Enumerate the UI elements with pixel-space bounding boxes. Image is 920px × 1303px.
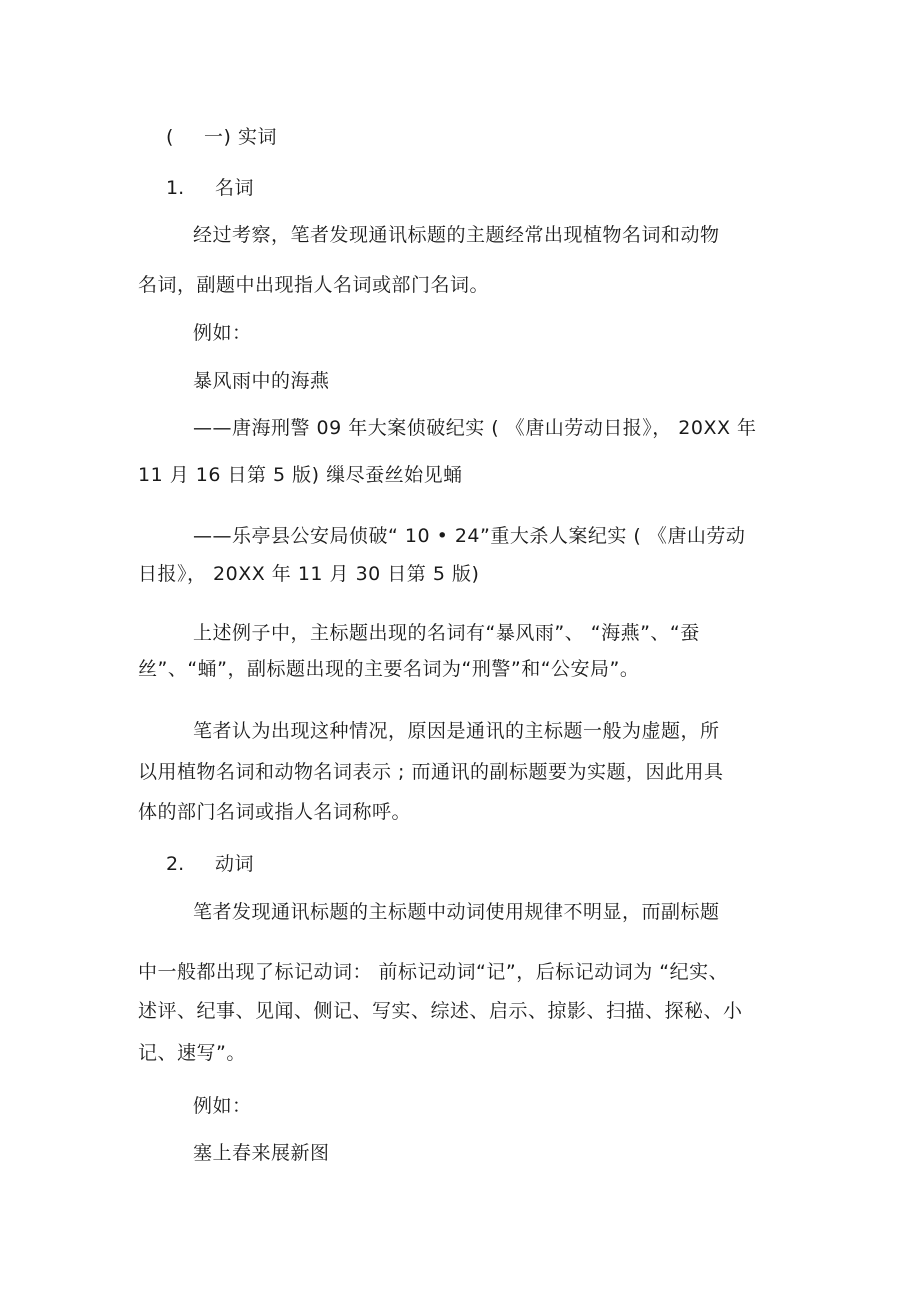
example-1-label: 例如：	[193, 322, 252, 344]
paragraph-2-line-2: 丝”、“蛹”，副标题出现的主要名词为“刑警”和“公安局”。	[138, 658, 640, 680]
paragraph-4-line-3: 述评、纪事、见闻、侧记、写实、综述、启示、掠影、扫描、探秘、小	[138, 1000, 743, 1022]
section-heading-paren: (	[166, 126, 174, 148]
example-2-label: 例如：	[193, 1095, 252, 1117]
example-1-title-a: 暴风雨中的海燕	[193, 370, 330, 392]
paragraph-1-line-1: 经过考察，笔者发现通讯标题的主题经常出现植物名词和动物	[193, 224, 720, 246]
paragraph-1-line-2: 名词，副题中出现指人名词或部门名词。	[138, 274, 490, 296]
example-1-subtitle-b: ——乐亭县公安局侦破“ 10 • 24”重大杀人案纪实 ( 《唐山劳动	[193, 525, 746, 547]
paragraph-3-line-1: 笔者认为出现这种情况，原因是通讯的主标题一般为虚题，所	[193, 720, 720, 742]
subsection-2-number: 2.	[166, 853, 185, 875]
subsection-1-title: 名词	[215, 177, 255, 199]
example-2-title: 塞上春来展新图	[193, 1142, 330, 1164]
paragraph-4-line-4: 记、速写”。	[138, 1042, 246, 1064]
paragraph-2-line-1: 上述例子中，主标题出现的名词有“暴风雨”、 “海燕”、“蚕	[193, 622, 700, 644]
subsection-1-number: 1.	[166, 177, 185, 199]
paragraph-3-line-3: 体的部门名词或指人名词称呼。	[138, 801, 412, 823]
example-1-subtitle-a-cont: 11 月 16 日第 5 版) 缫尽蚕丝始见蛹	[138, 464, 463, 486]
section-heading: 一) 实词	[204, 126, 277, 148]
paragraph-4-line-2: 中一般都出现了标记动词： 前标记动词“记”，后标记动词为 “纪实、	[138, 961, 729, 983]
paragraph-4-line-1: 笔者发现通讯标题的主标题中动词使用规律不明显，而副标题	[193, 901, 720, 923]
paragraph-3-line-2: 以用植物名词和动物名词表示 ; 而通讯的副标题要为实题，因此用具	[138, 761, 724, 783]
example-1-subtitle-a: ——唐海刑警 09 年大案侦破纪实 ( 《唐山劳动日报》， 20XX 年	[193, 417, 757, 439]
subsection-2-title: 动词	[215, 853, 255, 875]
example-1-subtitle-b-cont: 日报》， 20XX 年 11 月 30 日第 5 版)	[138, 563, 480, 585]
